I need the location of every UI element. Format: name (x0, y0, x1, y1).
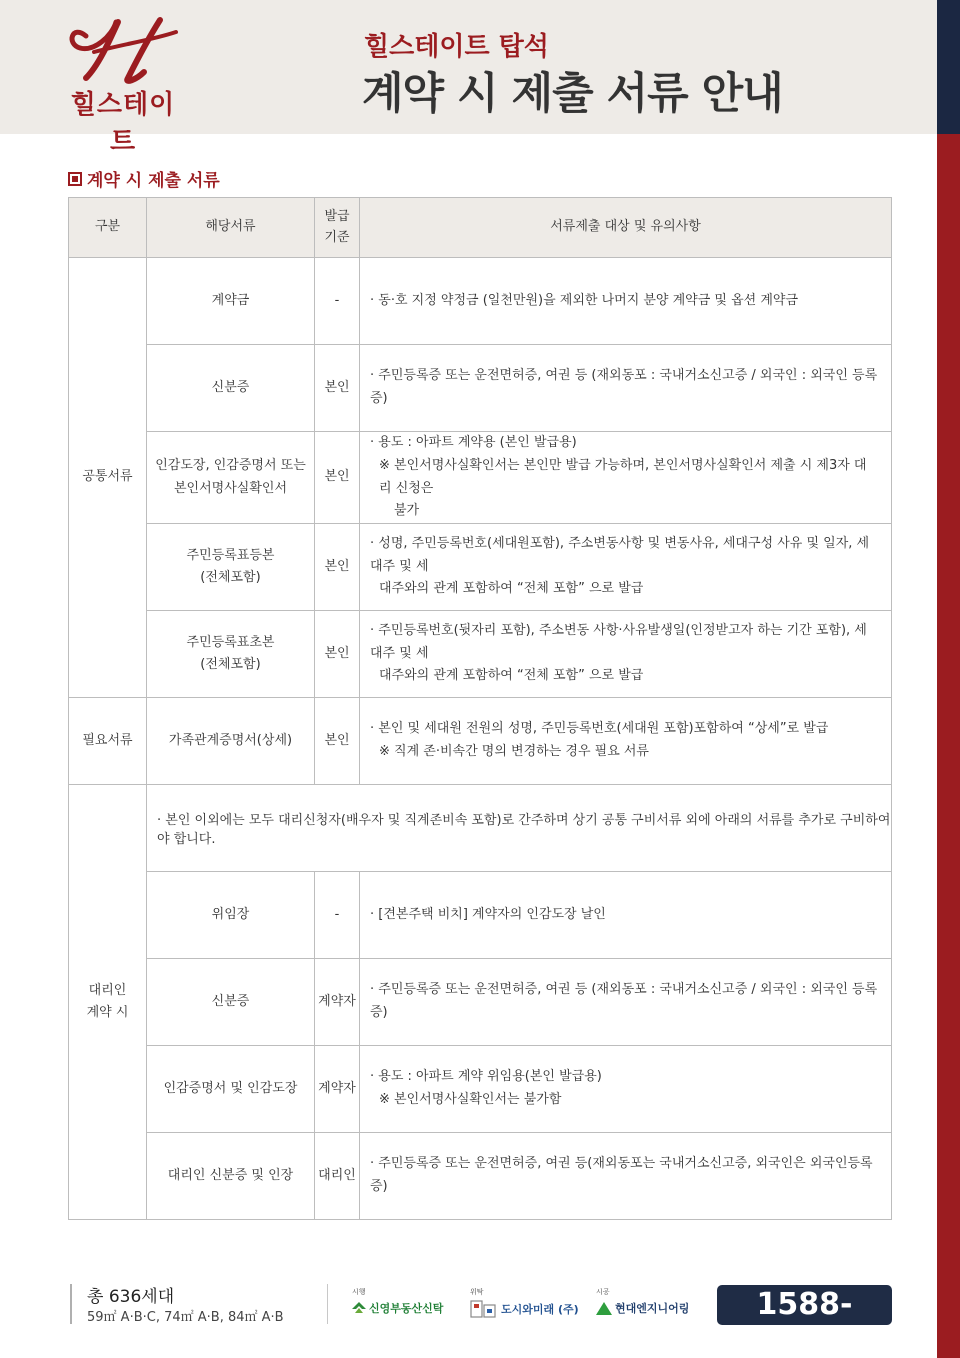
doc-cell: 인감증명서 및 인감도장 (147, 1046, 315, 1133)
note-line: ※ 본인서명사실확인서는 불가함 (379, 1092, 562, 1107)
notes-cell (360, 345, 892, 432)
doc-cell: 계약금 (147, 258, 315, 345)
issuer-cell: - (315, 872, 360, 959)
section-heading (68, 166, 220, 191)
table-row (69, 959, 892, 1046)
note-line: · 주민등록증 또는 운전면허증, 여권 등 (재외동포 : 국내거소신고증 / 외국인 : 외국인 등록증) (370, 368, 878, 406)
issuer-cell: 본인 (315, 698, 360, 785)
footer-accent-line (70, 1284, 72, 1324)
phone-number[interactable]: 1588-4123 (717, 1285, 892, 1325)
notes-cell (360, 524, 892, 611)
shinyoung-logo-icon (352, 1302, 366, 1314)
table-row (69, 785, 892, 872)
brand-name: 힐스테이트 (70, 90, 176, 157)
table-row (69, 1133, 892, 1220)
notes-cell (360, 258, 892, 345)
brand-logo (52, 14, 192, 157)
notes-cell (360, 698, 892, 785)
group-common: 공통서류 (69, 258, 147, 698)
doc-cell: 인감도장, 인감증명서 또는 본인서명사실확인서 (147, 432, 315, 524)
side-accent-red (937, 134, 960, 1358)
note-line: · 주민등록증 또는 운전면허증, 여권 등 (재외동포 : 국내거소신고증 / 외국인 : 외국인 등록증) (370, 982, 878, 1020)
note-line: 대주와의 관계 포함하여 “전체 포함” 으로 발급 (379, 581, 644, 597)
company-name-row (352, 1300, 443, 1316)
issuer-cell: 본인 (315, 432, 360, 524)
company-name: 신영부동산신탁 (369, 1302, 444, 1315)
company-role: 위탁 (470, 1288, 484, 1296)
table-row (69, 258, 892, 345)
company-name: 도시와미래 (주) (501, 1303, 579, 1316)
group-agent: 대리인 계약 시 (69, 785, 147, 1220)
issuer-cell: 대리인 (315, 1133, 360, 1220)
notes-cell (360, 432, 892, 524)
notes-cell (360, 959, 892, 1046)
issuer-cell: 본인 (315, 524, 360, 611)
table-row (69, 524, 892, 611)
table-row (69, 872, 892, 959)
company-role: 시공 (596, 1288, 610, 1296)
doc-cell: 가족관계증명서(상세) (147, 698, 315, 785)
documents-table (68, 197, 892, 1220)
table-row (69, 345, 892, 432)
issuer-cell: - (315, 258, 360, 345)
doc-cell: 대리인 신분증 및 인장 (147, 1133, 315, 1220)
footer-divider (327, 1284, 328, 1324)
issuer-cell: 계약자 (315, 959, 360, 1046)
doc-cell: 신분증 (147, 345, 315, 432)
company-trustee (470, 1287, 579, 1318)
note-line: · 성명, 주민등록번호(세대원포함), 주소변동사항 및 변동사유, 세대구성 사유 및 일자, 세대주 및 세 (370, 535, 870, 574)
notes-cell (360, 872, 892, 959)
notes-cell (360, 1133, 892, 1220)
note-line: · [견본주택 비치] 계약자의 인감도장 날인 (370, 906, 606, 922)
company-role: 시행 (352, 1288, 366, 1296)
company-name-row (470, 1300, 579, 1318)
note-line: 불가 (394, 503, 420, 519)
unit-types: 59㎡ A·B·C, 74㎡ A·B, 84㎡ A·B (87, 1310, 284, 1325)
company-name-row (596, 1300, 689, 1316)
note-line: · 동·호 지정 약정금 (일천만원)을 제외한 나머지 분양 계약금 및 옵션 계약금 (370, 292, 799, 308)
doc-cell: 위임장 (147, 872, 315, 959)
header-subtitle: 힐스테이트 탑석 (364, 32, 549, 62)
table-row (69, 698, 892, 785)
square-bullet-icon (68, 172, 82, 186)
note-line: ※ 직계 존·비속간 명의 변경하는 경우 필요 서류 (379, 744, 649, 759)
group-required: 필요서류 (69, 698, 147, 785)
note-line: · 용도 : 아파트 계약 위임용(본인 발급용) (370, 1069, 602, 1085)
table-header-row (69, 198, 892, 258)
note-line: · 주민등록번호(뒷자리 포함), 주소변동 사항·사유발생일(인정받고자 하는 기간 포함), 세대주 및 세 (370, 622, 867, 661)
table-row (69, 432, 892, 524)
company-name: 현대엔지니어링 (615, 1302, 690, 1315)
issuer-cell: 본인 (315, 611, 360, 698)
doc-cell: 주민등록표등본 (전체포함) (147, 524, 315, 611)
table-row (69, 611, 892, 698)
dosi-logo-icon (470, 1300, 496, 1318)
col-header-document: 해당서류 (147, 198, 315, 258)
col-header-category: 구분 (69, 198, 147, 258)
note-line: · 용도 : 아파트 계약용 (본인 발급용) (370, 435, 577, 450)
doc-cell: 신분증 (147, 959, 315, 1046)
note-line: · 주민등록증 또는 운전면허증, 여권 등(재외동포는 국내거소신고증, 외국인은 외국인등록증) (370, 1156, 873, 1194)
company-developer (352, 1287, 443, 1316)
table-row (69, 1046, 892, 1133)
note-line: ※ 본인서명사실확인서는 본인만 발급 가능하며, 본인서명사실확인서 제출 시 제3자 대리 신청은 (379, 457, 867, 496)
section-title: 계약 시 제출 서류 (87, 171, 220, 191)
hyundai-triangle-icon (596, 1302, 612, 1315)
issuer-cell: 본인 (315, 345, 360, 432)
page-title: 계약 시 제출 서류 안내 (362, 69, 783, 119)
logo-h-emblem (64, 14, 182, 84)
note-line: 대주와의 관계 포함하여 “전체 포함” 으로 발급 (379, 668, 644, 684)
notes-cell (360, 611, 892, 698)
company-builder (596, 1287, 689, 1316)
total-units: 총 636세대 (87, 1287, 175, 1307)
note-line: · 본인 및 세대원 전원의 성명, 주민등록번호(세대원 포함)포함하여 “상세”로 발급 (370, 721, 829, 737)
col-header-issuer: 발급 기준 (315, 198, 360, 258)
issuer-cell: 계약자 (315, 1046, 360, 1133)
notes-cell (360, 1046, 892, 1133)
agent-notice-cell: · 본인 이외에는 모두 대리신청자(배우자 및 직계존비속 포함)로 간주하며 상기 공통 구비서류 외에 아래의 서류를 추가로 구비하여야 합니다. (147, 785, 892, 872)
col-header-notes: 서류제출 대상 및 유의사항 (360, 198, 892, 258)
doc-cell: 주민등록표초본 (전체포함) (147, 611, 315, 698)
side-accent-navy (937, 0, 960, 134)
